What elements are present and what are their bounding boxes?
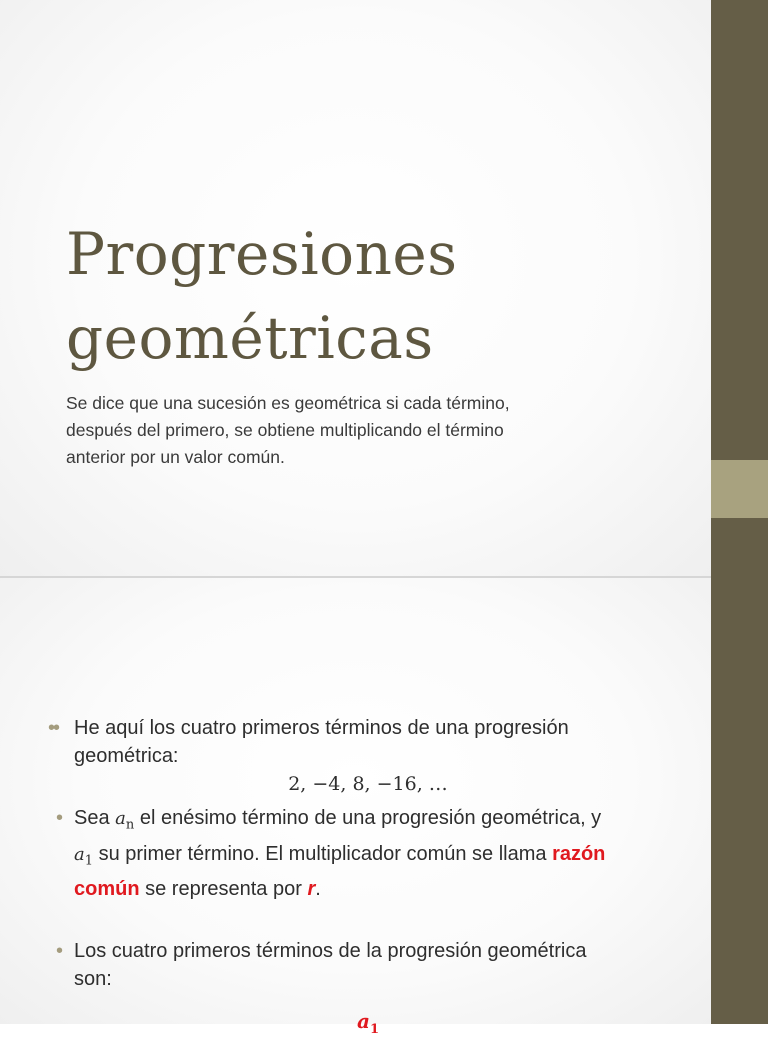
bullet2-line3 <box>74 875 688 903</box>
bullet2-line1 <box>74 804 688 840</box>
title-line-2: geométricas <box>66 304 434 372</box>
bullet2-line2 <box>74 840 688 876</box>
text-se-representa: se representa por <box>139 878 308 901</box>
sidebar-dark-bottom <box>711 518 768 1024</box>
text-enesimo: el enésimo término de una progresión geométrica, y <box>134 807 602 829</box>
bullet-definition <box>48 804 688 903</box>
bullet-dot: • <box>56 940 64 963</box>
subtitle-line-1: Se dice que una sucesión es geométrica si cada término, <box>66 393 510 413</box>
math-a: a <box>74 843 85 865</box>
bullet-first-terms <box>48 937 688 1044</box>
math-sub-n: n <box>125 817 135 833</box>
sequence-equation: 2, −4, 8, −16, … <box>288 773 448 795</box>
bullet-dot: •• <box>48 717 59 739</box>
decorative-sidebar <box>711 0 768 1024</box>
math-a-n <box>115 808 135 833</box>
bullet1-line2: geométrica: <box>74 745 179 767</box>
bullet-dot: • <box>56 807 64 829</box>
first-term-a1 <box>48 1007 688 1044</box>
math-sub-1: 1 <box>84 853 94 869</box>
slide-subtitle <box>66 390 626 471</box>
math-a-1 <box>74 843 94 869</box>
highlight-comun: común <box>74 878 140 901</box>
subtitle-line-3: anterior por un valor común. <box>66 447 285 467</box>
bullet-list <box>48 714 688 1044</box>
bullet1-line1: He aquí los cuatro primeros términos de una progresión <box>74 717 569 739</box>
text-sea: Sea <box>74 807 116 829</box>
bullet-sequence-example <box>48 714 688 798</box>
math-a: a <box>356 1009 370 1034</box>
slide-title <box>66 212 458 380</box>
text-period: . <box>315 878 321 901</box>
highlight-razon: razón <box>552 842 606 865</box>
bullet3-line1: Los cuatro primeros términos de la progresión geométrica <box>74 940 587 963</box>
text-primer-termino: su primer término. El multiplicador común se llama <box>93 842 553 865</box>
sidebar-dark-top <box>711 0 768 460</box>
sidebar-accent <box>711 460 768 518</box>
subtitle-line-2: después del primero, se obtiene multiplicando el término <box>66 420 504 440</box>
highlight-r: r <box>307 878 316 901</box>
title-line-1: Progresiones <box>66 220 458 288</box>
math-sub-1: 1 <box>369 1022 379 1038</box>
math-a: a <box>115 808 126 829</box>
bullet3-line2: son: <box>74 968 112 991</box>
